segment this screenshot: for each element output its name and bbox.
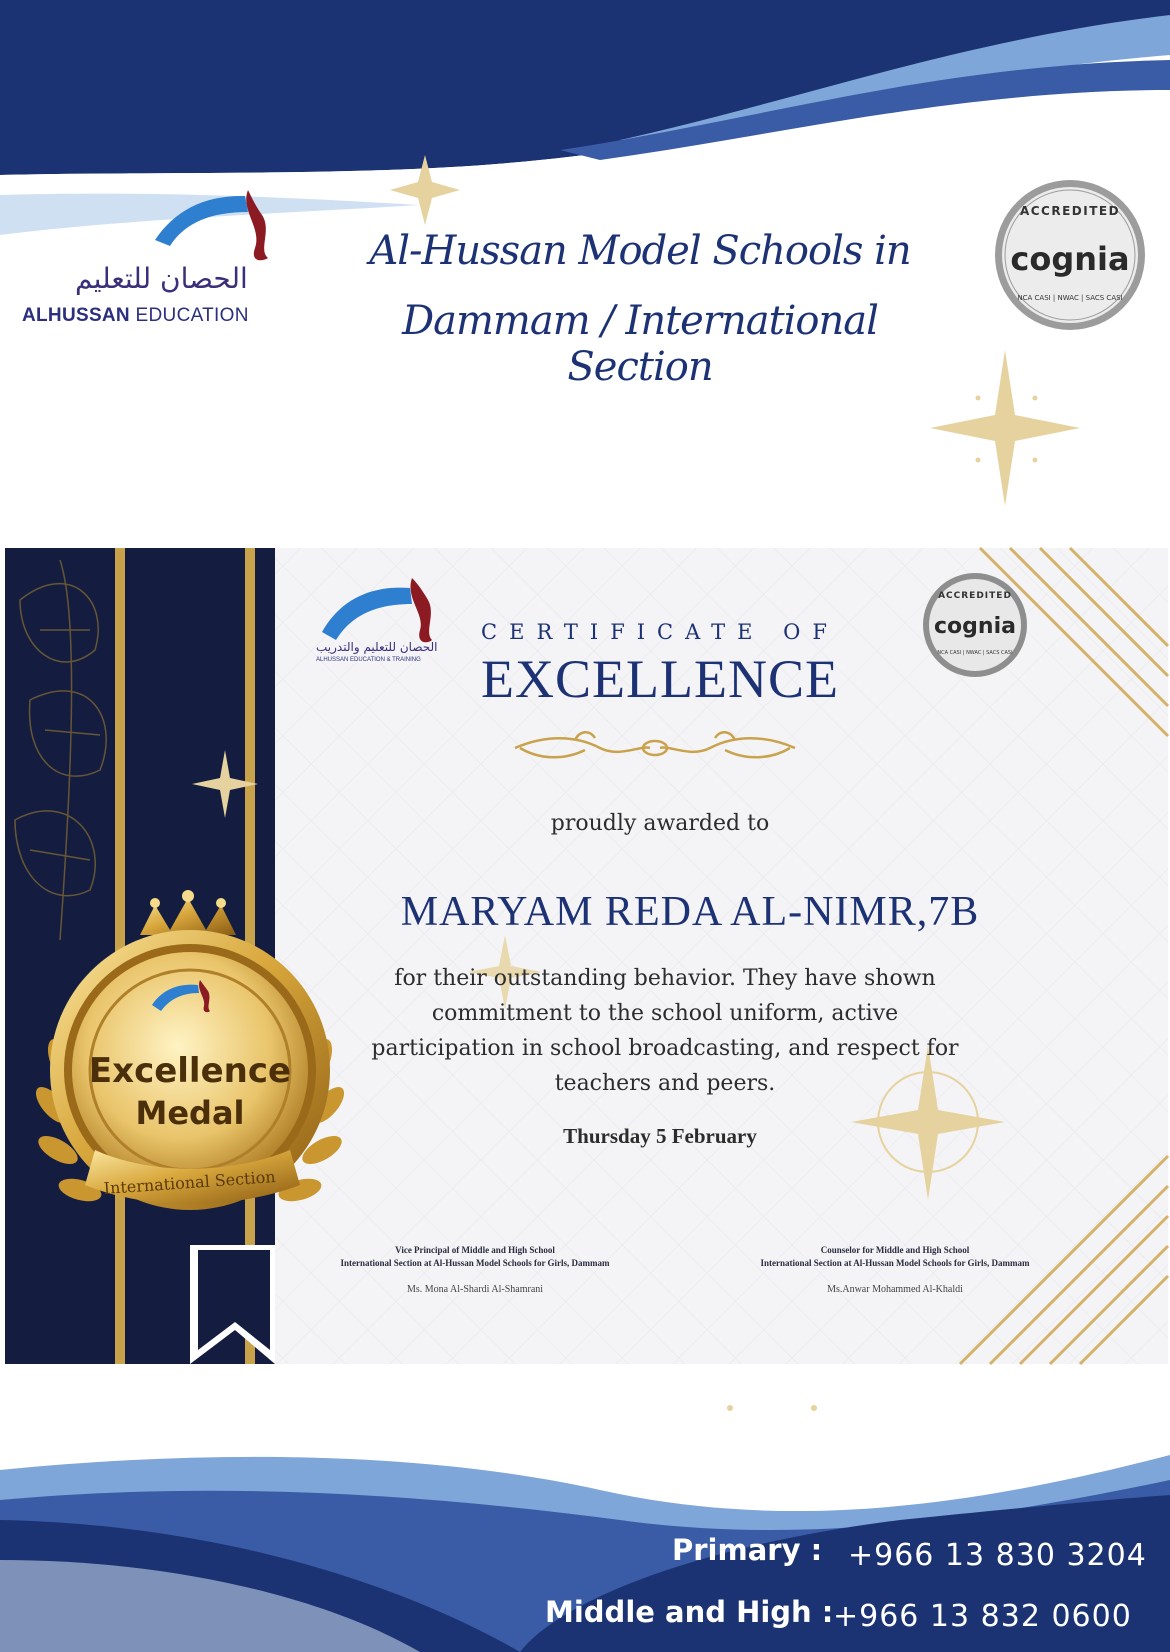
- logo-english-name: [22, 305, 249, 327]
- footer-primary-label: Primary :: [672, 1533, 823, 1567]
- citation-line4: teachers and peers.: [554, 1071, 776, 1096]
- certificate-cognia-accredited: ACCREDITED: [938, 591, 1012, 601]
- certificate-heading-large: EXCELLENCE: [481, 649, 839, 709]
- certificate-heading-small: CERTIFICATE OF: [481, 620, 839, 644]
- signature-role-line1: Vice Principal of Middle and High School: [395, 1245, 555, 1255]
- school-title-line1: Al-Hussan Model Schools in: [369, 228, 911, 274]
- medal-line2: Medal: [135, 1094, 245, 1132]
- logo-english-bold: ALHUSSAN: [22, 305, 130, 326]
- signature-role-line2: International Section at Al-Hussan Model Schools for Girls, Dammam: [760, 1258, 1030, 1268]
- cognia-accredited-text: ACCREDITED: [1019, 204, 1121, 218]
- medal-ribbon-text: International Section: [103, 1167, 277, 1198]
- signature-block-vice-principal: [285, 1244, 665, 1295]
- school-title-line2: Dammam / International Section: [402, 298, 878, 390]
- citation-line2: commitment to the school uniform, active: [431, 1001, 899, 1026]
- recipient-name: MARYAM REDA AL-NIMR,7B: [400, 889, 980, 935]
- certificate-date: Thursday 5 February: [563, 1124, 757, 1148]
- certificate-cognia-bottom: NCA CASI | NWAC | SACS CASI: [937, 650, 1013, 656]
- medal-line1: Excellence: [88, 1051, 292, 1091]
- footer-middle-label: Middle and High :: [545, 1595, 834, 1629]
- signature-name: Ms. Mona Al-Shardi Al-Shamrani: [406, 1284, 544, 1295]
- signature-block-counselor: [705, 1244, 1085, 1295]
- sparkle-icon: [930, 350, 1080, 506]
- certificate-cognia-brand: cognia: [934, 614, 1016, 639]
- cognia-brand-text: cognia: [1010, 240, 1130, 278]
- signature-name: Ms.Anwar Mohammed Al-Khaldi: [827, 1284, 963, 1295]
- certificate-logo-english: ALHUSSAN EDUCATION & TRAINING: [316, 657, 421, 663]
- citation-line3: participation in school broadcasting, and respect for: [371, 1036, 959, 1061]
- footer-middle-phone: +966 13 832 0600: [833, 1599, 1132, 1634]
- logo-english-rest: EDUCATION: [129, 305, 249, 326]
- cognia-bottom-text: NCA CASI | NWAC | SACS CASI: [1017, 294, 1123, 302]
- certificate-logo-arabic: الحصان للتعليم والتدريب: [316, 640, 438, 654]
- signature-role-line2: International Section at Al-Hussan Model Schools for Girls, Dammam: [340, 1258, 610, 1268]
- signature-role-line1: Counselor for Middle and High School: [820, 1245, 970, 1255]
- top-wave: [0, 0, 1170, 235]
- citation-line1: for their outstanding behavior. They have shown: [394, 966, 936, 991]
- awarded-to-text: proudly awarded to: [550, 811, 770, 836]
- logo-arabic-name: الحصان للتعليم: [75, 262, 248, 295]
- footer-primary-phone: +966 13 830 3204: [848, 1538, 1147, 1573]
